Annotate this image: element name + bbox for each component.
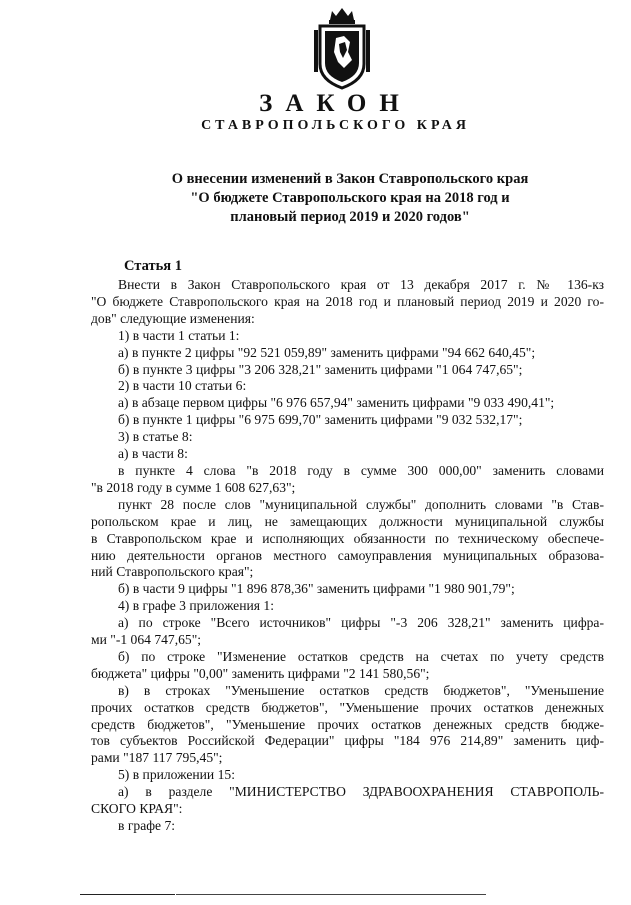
text-line: в графе 7: xyxy=(118,818,176,833)
text-line: б) по строке "Изменение остатков средств на счетах по учету средств xyxy=(118,648,604,664)
text-line: нию деятельности органов местного самоуправления муниципальных образова- xyxy=(91,547,604,563)
text-line: 4) в графе 3 приложения 1: xyxy=(118,598,274,614)
text-line: 3) в статье 8: xyxy=(118,429,193,445)
title-line: О внесении изменений в Закон Ставропольского края xyxy=(171,171,529,187)
text-line: ний Ставропольского края"; xyxy=(91,564,254,580)
title-line: "О бюджете Ставропольского края на 2018 год и xyxy=(190,190,510,206)
text-line: рами "187 117 795,45"; xyxy=(91,750,223,766)
text-line: а) в пункте 2 цифры "92 521 059,89" заменить цифрами "94 662 640,45"; xyxy=(118,344,536,360)
text-line: тов субъектов Российской Федерации" цифры "184 976 214,89" заменить циф- xyxy=(91,733,604,749)
article-body xyxy=(91,277,604,835)
article-heading: Статья 1 xyxy=(124,258,182,274)
text-line: 1) в части 1 статьи 1: xyxy=(118,327,240,343)
document-title xyxy=(130,170,570,227)
text-line: б) в пункте 3 цифры "3 206 328,21" заменить цифрами "1 064 747,65"; xyxy=(118,361,523,377)
text-line: в) в строках "Уменьшение остатков средств бюджетов", "Уменьшение xyxy=(118,682,604,698)
text-line: СКОГО КРАЯ": xyxy=(91,801,183,817)
text-line: 5) в приложении 15: xyxy=(118,767,235,783)
text-line: пункт 28 после слов "муниципальной службы" дополнить словами "в Став- xyxy=(118,496,604,512)
text-line: а) по строке "Всего источников" цифры "-3 206 328,21" заменить цифра- xyxy=(118,615,604,631)
text-line: в Ставропольском крае и исполняющих обязанности по техническому обеспече- xyxy=(91,530,604,546)
text-line: бюджета" цифры "0,00" заменить цифрами "2 141 580,56"; xyxy=(91,665,430,681)
text-line: средств бюджетов", "Уменьшение прочих остатков денежных средств бюдже- xyxy=(91,716,604,732)
coat-of-arms-emblem xyxy=(310,6,374,92)
text-line: б) в части 9 цифры "1 896 878,36" заменить цифрами "1 980 901,79"; xyxy=(118,581,515,597)
text-line: Внести в Закон Ставропольского края от 13 декабря 2017 г. № 136-кз xyxy=(118,277,604,292)
text-line: в пункте 4 слова "в 2018 году в сумме 300 000,00" заменить словами xyxy=(118,462,604,478)
text-line: "О бюджете Ставропольского края на 2018 год и плановый период 2019 и 2020 го- xyxy=(91,293,604,309)
title-line: плановый период 2019 и 2020 годов" xyxy=(230,209,470,225)
text-line: дов" следующие изменения: xyxy=(91,310,255,326)
text-line: а) в абзаце первом цифры "6 976 657,94" заменить цифрами "9 033 490,41"; xyxy=(118,395,555,411)
footer-divider xyxy=(176,894,486,895)
text-line: а) в разделе "МИНИСТЕРСТВО ЗДРАВООХРАНЕНИЯ СТАВРОПОЛЬ- xyxy=(118,784,604,800)
text-line: а) в части 8: xyxy=(118,446,188,462)
text-line: ропольском крае и лиц, не замещающих должности муниципальной службы xyxy=(91,513,604,529)
text-line: б) в пункте 1 цифры "6 975 699,70" заменить цифрами "9 032 532,17"; xyxy=(118,412,523,428)
document-region: СТАВРОПОЛЬСКОГО КРАЯ xyxy=(201,118,470,133)
text-line: прочих остатков средств бюджетов", "Уменьшение прочих остатков денежных xyxy=(91,699,604,715)
text-line: ми "-1 064 747,65"; xyxy=(91,632,202,648)
footer-divider xyxy=(80,894,175,895)
text-line: "в 2018 году в сумме 1 608 627,63"; xyxy=(91,479,296,495)
text-line: 2) в части 10 статьи 6: xyxy=(118,378,247,394)
document-type: ЗАКОН xyxy=(259,90,412,117)
